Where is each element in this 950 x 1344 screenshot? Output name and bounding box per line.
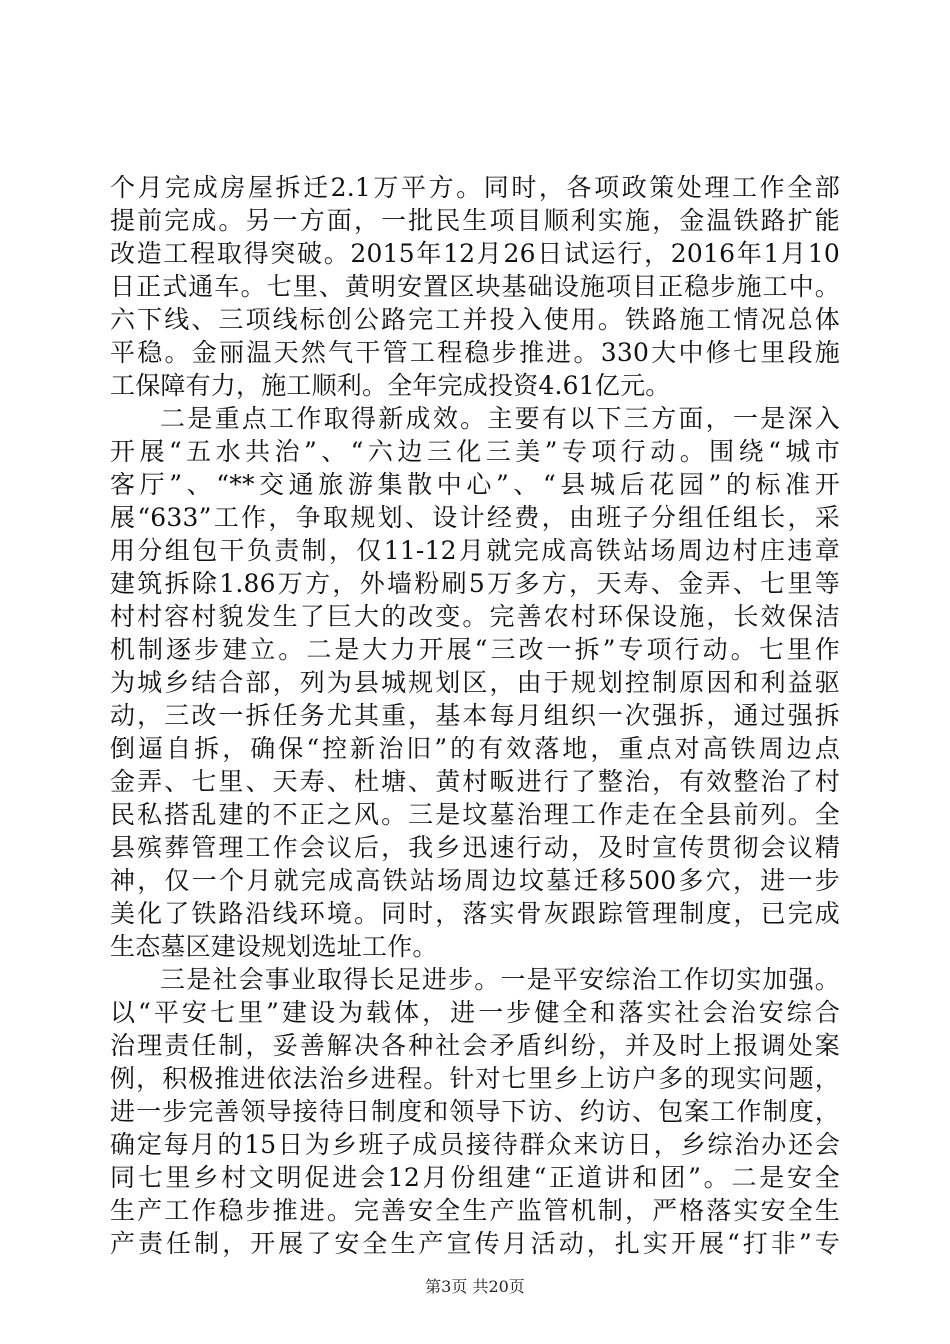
- text-line: 县殡葬管理工作会议后，我乡迅速行动，及时宣传贯彻会议精: [110, 833, 840, 862]
- text-line: 用分组包干负责制，仅11-12月就完成高铁站场周边村庄违章: [110, 536, 840, 565]
- text-line: 平稳。金丽温天然气干管工程稳步推进。330大中修七里段施: [110, 338, 840, 367]
- text-line: 确定每月的15日为乡班子成员接待群众来访日，乡综治办还会: [110, 1130, 840, 1159]
- text-line: 民私搭乱建的不正之风。三是坟墓治理工作走在全县前列。全: [110, 800, 840, 829]
- text-line: 例，积极推进依法治乡进程。针对七里乡上访户多的现实问题，: [110, 1064, 840, 1093]
- text-line: 村村容村貌发生了巨大的改变。完善农村环保设施，长效保洁: [110, 602, 840, 631]
- text-line: 日正式通车。七里、黄明安置区块基础设施项目正稳步施工中。: [110, 272, 840, 301]
- text-line: 以“平安七里”建设为载体，进一步健全和落实社会治安综合: [110, 998, 840, 1027]
- text-line: 动，三改一拆任务尤其重，基本每月组织一次强拆，通过强拆: [110, 701, 840, 730]
- text-line: 工保障有力，施工顺利。全年完成投资4.61亿元。: [110, 371, 671, 400]
- text-line: 三是社会事业取得长足进步。一是平安综治工作切实加强。: [160, 965, 840, 994]
- body-text: [110, 171, 840, 1260]
- text-line: 进一步完善领导接待日制度和领导下访、约访、包案工作制度，: [110, 1097, 840, 1126]
- text-line: 治理责任制，妥善解决各种社会矛盾纠纷，并及时上报调处案: [110, 1031, 840, 1060]
- text-line: 产责任制，开展了安全生产宣传月活动，扎实开展“打非”专: [110, 1229, 840, 1258]
- text-line: 二是重点工作取得新成效。主要有以下三方面，一是深入: [160, 404, 840, 433]
- text-line: 改造工程取得突破。2015年12月26日试运行，2016年1月10: [110, 239, 840, 268]
- text-line: 神，仅一个月就完成高铁站场周边坟墓迁移500多穴，进一步: [110, 866, 840, 895]
- text-line: 建筑拆除1.86万方，外墙粉刷5万多方，天寿、金弄、七里等: [110, 569, 840, 598]
- text-line: 为城乡结合部，列为县城规划区，由于规划控制原因和利益驱: [110, 668, 840, 697]
- text-line: 生产工作稳步推进。完善安全生产监管机制，严格落实安全生: [110, 1196, 840, 1225]
- text-line: 客厅”、“**交通旅游集散中心”、“县城后花园”的标准开: [110, 470, 840, 499]
- text-line: 倒逼自拆，确保“控新治旧”的有效落地，重点对高铁周边点: [110, 734, 840, 763]
- text-line: 金弄、七里、天寿、杜塘、黄村畈进行了整治，有效整治了村: [110, 767, 840, 796]
- text-line: 机制逐步建立。二是大力开展“三改一拆”专项行动。七里作: [110, 635, 840, 664]
- text-line: 同七里乡村文明促进会12月份组建“正道讲和团”。二是安全: [110, 1163, 840, 1192]
- text-line: 展“633”工作，争取规划、设计经费，由班子分组任组长，采: [110, 503, 840, 532]
- text-line: 生态墓区建设规划选址工作。: [110, 932, 438, 961]
- text-line: 个月完成房屋拆迁2.1万平方。同时，各项政策处理工作全部: [110, 173, 840, 202]
- page-footer: 第3页 共20页: [425, 1277, 525, 1296]
- text-line: 开展“五水共治”、“六边三化三美”专项行动。围绕“城市: [110, 437, 840, 466]
- text-line: 美化了铁路沿线环境。同时，落实骨灰跟踪管理制度，已完成: [110, 899, 840, 928]
- text-line: 提前完成。另一方面，一批民生项目顺利实施，金温铁路扩能: [110, 206, 840, 235]
- text-line: 六下线、三项线标创公路完工并投入使用。铁路施工情况总体: [110, 305, 840, 334]
